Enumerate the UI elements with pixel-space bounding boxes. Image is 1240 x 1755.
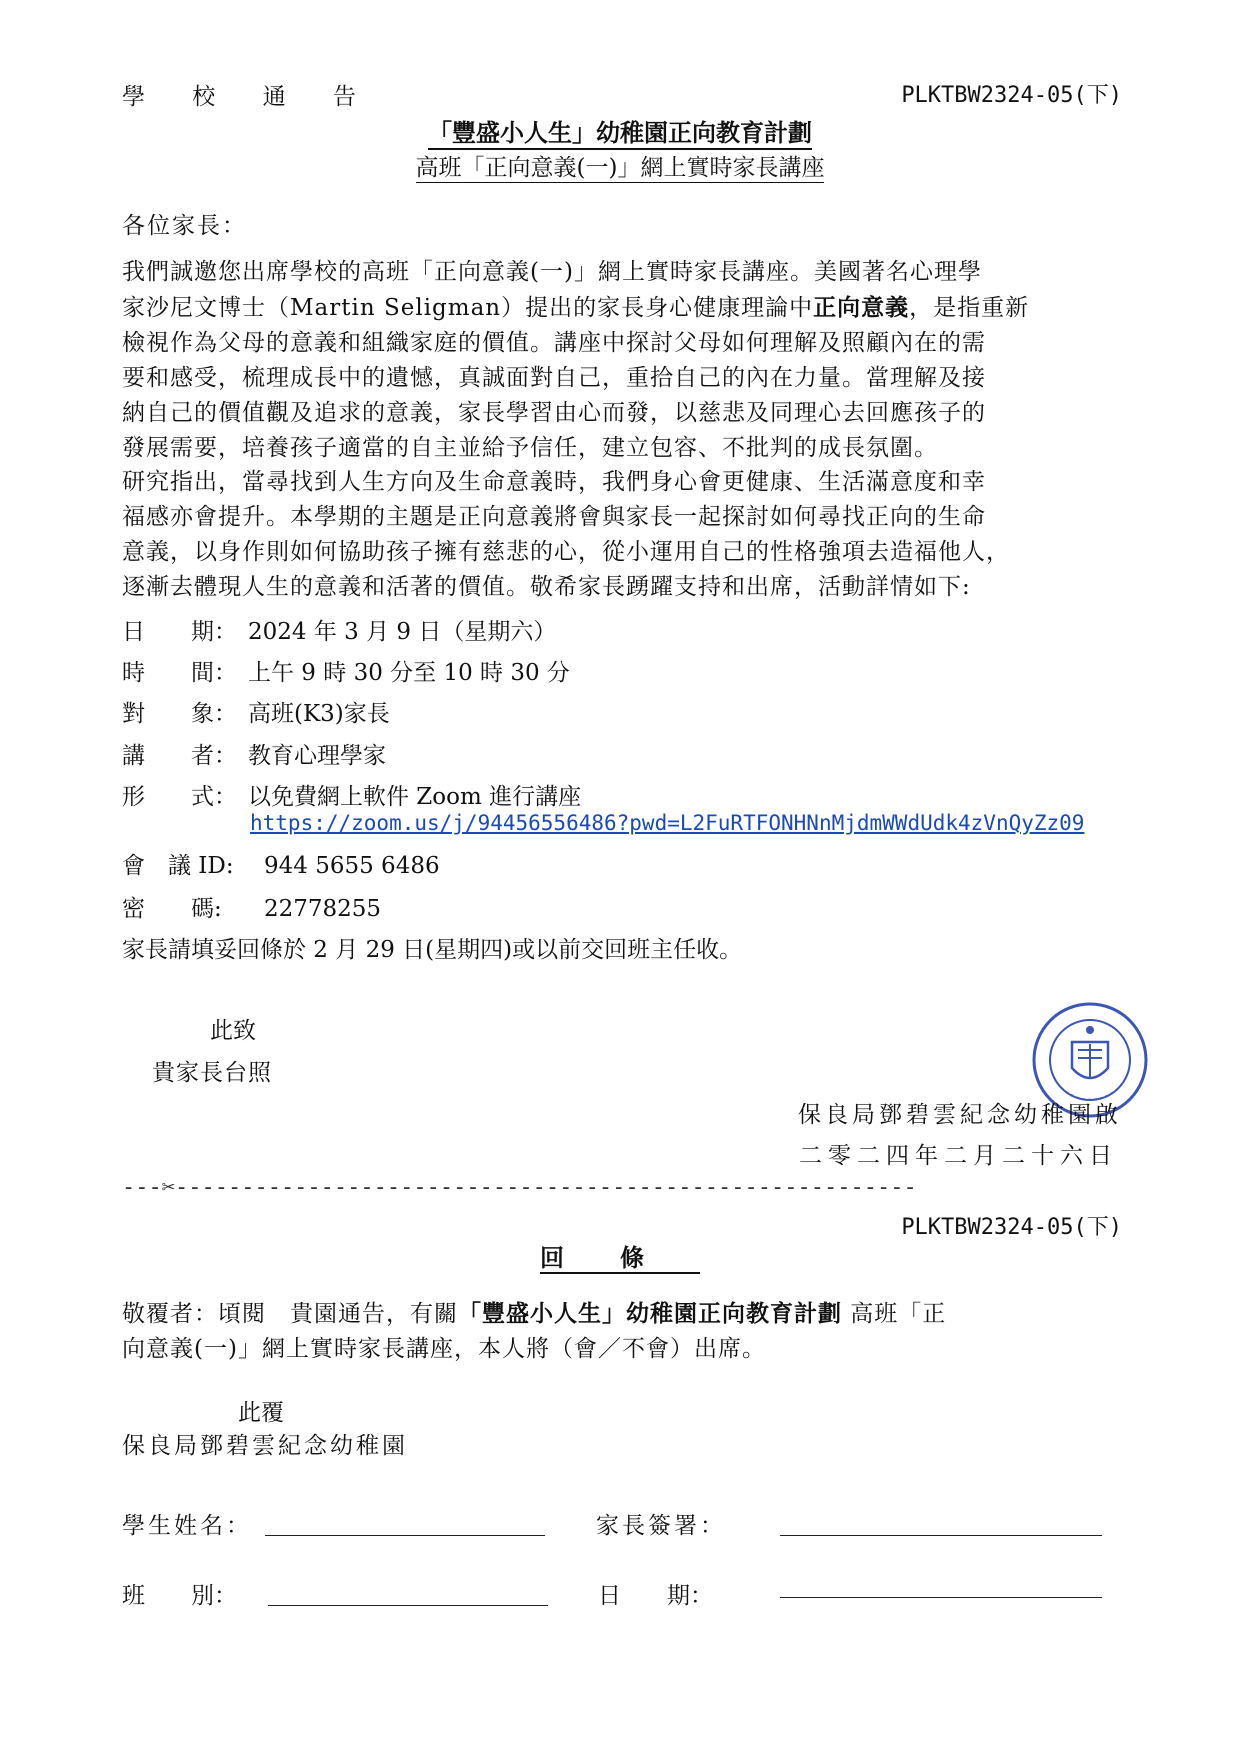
detail-password: 密 碼: 22778255 (122, 896, 382, 922)
talk-title: 高班「正向意義(一)」網上實時家長講座 (415, 155, 825, 181)
parent-signature-field[interactable] (780, 1535, 1102, 1536)
paragraph-intro (122, 255, 1162, 466)
closing-addressee: 貴家長台照 (152, 1060, 272, 1086)
reply-title: 回條 (540, 1243, 700, 1272)
reply-line: 敬覆者：頃閱 貴園通告，有關「豐盛小人生」幼稚園正向教育計劃 高班「正 (122, 1300, 947, 1327)
program-title: 「豐盛小人生」幼稚園正向教育計劃 (0, 113, 1240, 148)
para1-line: 納自己的價值觀及追求的意義，家長學習由心而發，以慈悲及同理心去回應孩子的 (122, 400, 986, 426)
student-name-label: 學生姓名： (122, 1513, 252, 1539)
notice-label: 學 校 通 告 (122, 84, 376, 110)
para2-line: 逐漸去體現人生的意義和活著的價值。敬希家長踴躍支持和出席，活動詳情如下: (122, 574, 971, 600)
para2-line: 研究指出，當尋找到人生方向及生命意義時，我們身心會更健康、生活滿意度和幸 (122, 469, 986, 495)
notice-code: PLKTBW2324-05(下) (901, 83, 1122, 108)
return-note: 家長請填妥回條於 2 月 29 日(星期四)或以前交回班主任收。 (122, 937, 743, 963)
cut-line: ---✂-------------------------------------------------------- (122, 1175, 917, 1200)
emphasis-positive-meaning: 正向意義 (813, 294, 910, 321)
para1-line: 我們誠邀您出席學校的高班「正向意義(一)」網上實時家長講座。美國著名心理學 (122, 259, 982, 285)
reply-body (122, 1296, 1162, 1367)
reply-regards: 此覆 (238, 1400, 284, 1426)
closing-regards: 此致 (210, 1018, 256, 1044)
reply-date-label: 日 期： (598, 1583, 713, 1609)
class-label: 班 別： (122, 1583, 237, 1609)
class-field[interactable] (268, 1605, 548, 1606)
para1-line: 家沙尼文博士（Martin Seligman）提出的家長身心健康理論中正向意義，是指重新 (122, 294, 1030, 321)
detail-audience: 對 象： 高班(K3)家長 (122, 701, 390, 727)
reply-line: 向意義(一)」網上實時家長講座，本人將（會／不會）出席。 (122, 1336, 766, 1362)
para1-line: 發展需要，培養孩子適當的自主並給予信任，建立包容、不批判的成長氛圍。 (122, 435, 938, 461)
reply-school: 保良局鄧碧雲紀念幼稚園 (122, 1433, 408, 1459)
school-signature: 保良局鄧碧雲紀念幼稚園啟 (798, 1102, 1122, 1128)
student-name-field[interactable] (265, 1535, 545, 1536)
paragraph-research (122, 465, 1162, 605)
parent-signature-label: 家長簽署： (596, 1513, 726, 1539)
detail-time: 時 間： 上午 9 時 30 分至 10 時 30 分 (122, 660, 570, 686)
detail-date: 日 期： 2024 年 3 月 9 日（星期六） (122, 619, 557, 645)
reply-program-name: 「豐盛小人生」幼稚園正向教育計劃 (458, 1300, 842, 1327)
para1-line: 要和感受，梳理成長中的遺憾，真誠面對自己，重拾自己的內在力量。當理解及接 (122, 365, 986, 391)
zoom-link[interactable]: https://zoom.us/j/94456556486?pwd=L2FuRTFONHNnMjdmWWdUdk4zVnQyZz09 (250, 811, 1085, 835)
salutation: 各位家長： (122, 213, 247, 239)
letter-date: 二零二四年二月二十六日 (799, 1143, 1118, 1169)
detail-format: 形 式： 以免費網上軟件 Zoom 進行講座 (122, 784, 582, 810)
detail-meeting-id: 會 議 ID: 944 5655 6486 (122, 853, 440, 879)
para2-line: 意義，以身作則如何協助孩子擁有慈悲的心，從小運用自己的性格強項去造福他人， (122, 539, 1010, 565)
reply-code: PLKTBW2324-05(下) (901, 1215, 1122, 1240)
detail-speaker: 講 者： 教育心理學家 (122, 743, 386, 769)
para1-line: 檢視作為父母的意義和組織家庭的價值。講座中探討父母如何理解及照顧內在的需 (122, 330, 986, 356)
para2-line: 福感亦會提升。本學期的主題是正向意義將會與家長一起探討如何尋找正向的生命 (122, 504, 986, 530)
reply-date-field[interactable] (780, 1597, 1102, 1598)
